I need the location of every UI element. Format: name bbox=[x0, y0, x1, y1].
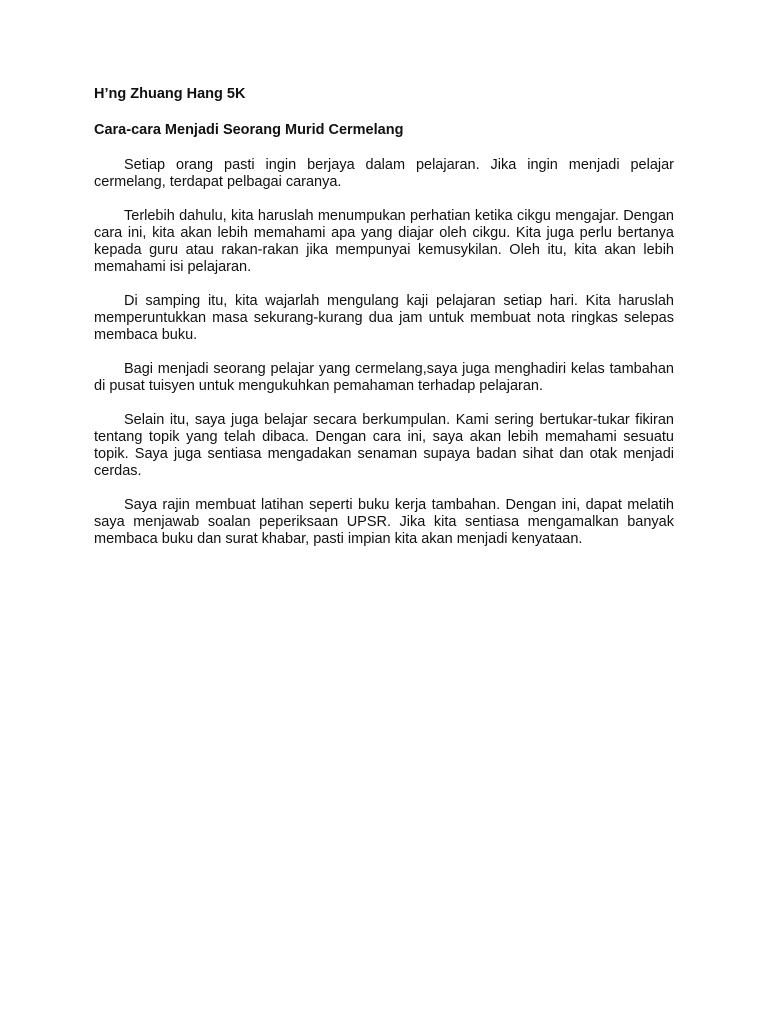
paragraph-5 bbox=[94, 412, 674, 480]
paragraph-1 bbox=[94, 157, 674, 191]
essay-title: Cara-cara Menjadi Seorang Murid Cermelang bbox=[94, 122, 404, 138]
author-line: H’ng Zhuang Hang 5K bbox=[94, 86, 246, 102]
paragraph-6 bbox=[94, 497, 674, 548]
paragraph-text: Bagi menjadi seorang pelajar yang cermelang,saya juga menghadiri kelas tambahan di pusat tuisyen untuk mengukuhkan pemahaman terhadap pelajaran. bbox=[94, 361, 674, 394]
paragraph-text: Saya rajin membuat latihan seperti buku kerja tambahan. Dengan ini, dapat melatih saya menjawab soalan peperiksaan UPSR. Jika kita sentiasa mengamalkan banyak membaca buku dan surat khabar, pasti impian kita akan menjadi kenyataan. bbox=[94, 497, 674, 547]
paragraph-3 bbox=[94, 293, 674, 344]
paragraph-text: Setiap orang pasti ingin berjaya dalam pelajaran. Jika ingin menjadi pelajar cermelang, terdapat pelbagai caranya. bbox=[94, 157, 674, 190]
paragraph-4 bbox=[94, 361, 674, 395]
paragraph-2 bbox=[94, 208, 674, 276]
paragraph-text: Selain itu, saya juga belajar secara berkumpulan. Kami sering bertukar-tukar fikiran tentang topik yang telah dibaca. Dengan cara ini, saya akan lebih memahami sesuatu topik. Saya juga sentiasa mengadakan senaman supaya badan sihat dan otak menjadi cerdas. bbox=[94, 412, 674, 479]
paragraph-text: Di samping itu, kita wajarlah mengulang kaji pelajaran setiap hari. Kita haruslah memperuntukkan masa sekurang-kurang dua jam untuk membuat nota ringkas selepas membaca buku. bbox=[94, 293, 674, 343]
paragraph-text: Terlebih dahulu, kita haruslah menumpukan perhatian ketika cikgu mengajar. Dengan cara ini, kita akan lebih memahami apa yang diajar oleh cikgu. Kita juga perlu bertanya kepada guru atau rakan-rakan jika mempunyai kemusykilan. Oleh itu, kita akan lebih memahami isi pelajaran. bbox=[94, 208, 674, 275]
document-page bbox=[94, 85, 674, 565]
